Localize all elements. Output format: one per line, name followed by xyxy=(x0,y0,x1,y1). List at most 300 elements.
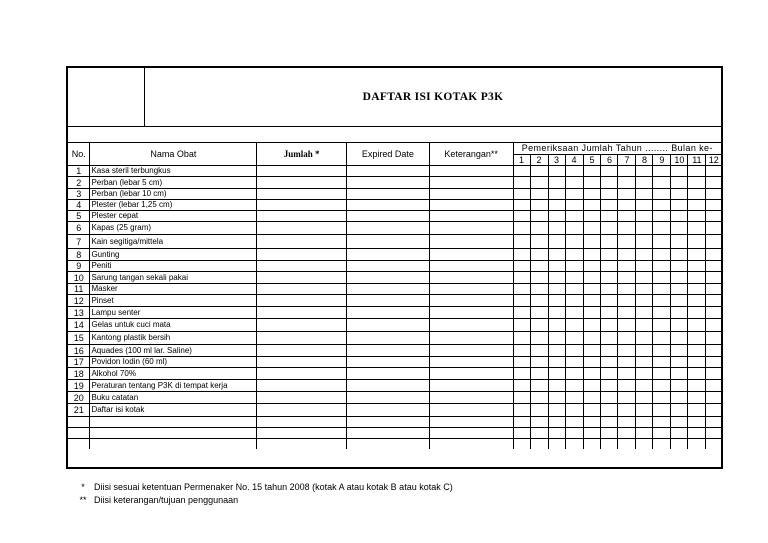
month-check-cell[interactable] xyxy=(653,235,671,249)
month-check-cell[interactable] xyxy=(601,392,618,404)
month-check-cell[interactable] xyxy=(548,211,565,222)
jumlah-cell[interactable] xyxy=(257,235,347,249)
expired-date-cell[interactable] xyxy=(346,249,429,261)
month-check-cell[interactable] xyxy=(513,272,530,284)
keterangan-cell[interactable] xyxy=(429,295,513,307)
month-check-cell[interactable] xyxy=(618,235,636,249)
expired-date-cell[interactable] xyxy=(346,428,429,439)
month-check-cell[interactable] xyxy=(583,439,601,450)
month-check-cell[interactable] xyxy=(653,200,671,211)
month-check-cell[interactable] xyxy=(671,392,688,404)
month-check-cell[interactable] xyxy=(653,368,671,380)
month-check-cell[interactable] xyxy=(583,284,601,295)
month-check-cell[interactable] xyxy=(636,439,653,450)
keterangan-cell[interactable] xyxy=(429,189,513,200)
month-check-cell[interactable] xyxy=(565,307,583,319)
month-check-cell[interactable] xyxy=(583,295,601,307)
month-check-cell[interactable] xyxy=(601,249,618,261)
month-check-cell[interactable] xyxy=(601,417,618,428)
month-check-cell[interactable] xyxy=(530,295,548,307)
month-check-cell[interactable] xyxy=(565,284,583,295)
month-check-cell[interactable] xyxy=(513,177,530,189)
month-check-cell[interactable] xyxy=(688,332,706,345)
month-check-cell[interactable] xyxy=(513,189,530,200)
month-check-cell[interactable] xyxy=(688,272,706,284)
expired-date-cell[interactable] xyxy=(346,319,429,332)
month-check-cell[interactable] xyxy=(688,200,706,211)
month-check-cell[interactable] xyxy=(513,295,530,307)
month-check-cell[interactable] xyxy=(530,392,548,404)
expired-date-cell[interactable] xyxy=(346,261,429,272)
month-check-cell[interactable] xyxy=(530,404,548,417)
month-check-cell[interactable] xyxy=(530,345,548,357)
month-check-cell[interactable] xyxy=(513,307,530,319)
jumlah-cell[interactable] xyxy=(257,428,347,439)
month-check-cell[interactable] xyxy=(636,177,653,189)
month-check-cell[interactable] xyxy=(530,319,548,332)
month-check-cell[interactable] xyxy=(565,319,583,332)
month-check-cell[interactable] xyxy=(513,392,530,404)
month-check-cell[interactable] xyxy=(671,235,688,249)
month-check-cell[interactable] xyxy=(548,261,565,272)
month-check-cell[interactable] xyxy=(671,249,688,261)
expired-date-cell[interactable] xyxy=(346,189,429,200)
month-check-cell[interactable] xyxy=(688,428,706,439)
month-check-cell[interactable] xyxy=(583,345,601,357)
keterangan-cell[interactable] xyxy=(429,417,513,428)
month-check-cell[interactable] xyxy=(688,392,706,404)
month-check-cell[interactable] xyxy=(636,249,653,261)
month-check-cell[interactable] xyxy=(601,428,618,439)
month-check-cell[interactable] xyxy=(653,211,671,222)
month-check-cell[interactable] xyxy=(671,307,688,319)
month-check-cell[interactable] xyxy=(706,332,721,345)
month-check-cell[interactable] xyxy=(583,332,601,345)
month-check-cell[interactable] xyxy=(565,211,583,222)
month-check-cell[interactable] xyxy=(688,404,706,417)
month-check-cell[interactable] xyxy=(530,380,548,392)
month-check-cell[interactable] xyxy=(618,332,636,345)
month-check-cell[interactable] xyxy=(548,284,565,295)
month-check-cell[interactable] xyxy=(548,249,565,261)
month-check-cell[interactable] xyxy=(706,345,721,357)
month-check-cell[interactable] xyxy=(618,249,636,261)
month-check-cell[interactable] xyxy=(688,284,706,295)
month-check-cell[interactable] xyxy=(530,200,548,211)
month-check-cell[interactable] xyxy=(636,357,653,368)
month-check-cell[interactable] xyxy=(636,404,653,417)
month-check-cell[interactable] xyxy=(671,166,688,177)
month-check-cell[interactable] xyxy=(688,189,706,200)
expired-date-cell[interactable] xyxy=(346,211,429,222)
month-check-cell[interactable] xyxy=(671,211,688,222)
month-check-cell[interactable] xyxy=(513,200,530,211)
month-check-cell[interactable] xyxy=(513,222,530,235)
month-check-cell[interactable] xyxy=(530,261,548,272)
month-check-cell[interactable] xyxy=(688,249,706,261)
month-check-cell[interactable] xyxy=(706,392,721,404)
month-check-cell[interactable] xyxy=(653,345,671,357)
month-check-cell[interactable] xyxy=(636,392,653,404)
month-check-cell[interactable] xyxy=(601,307,618,319)
month-check-cell[interactable] xyxy=(583,417,601,428)
expired-date-cell[interactable] xyxy=(346,417,429,428)
month-check-cell[interactable] xyxy=(548,417,565,428)
month-check-cell[interactable] xyxy=(601,200,618,211)
month-check-cell[interactable] xyxy=(548,272,565,284)
jumlah-cell[interactable] xyxy=(257,284,347,295)
jumlah-cell[interactable] xyxy=(257,417,347,428)
month-check-cell[interactable] xyxy=(618,345,636,357)
month-check-cell[interactable] xyxy=(601,272,618,284)
month-check-cell[interactable] xyxy=(671,200,688,211)
month-check-cell[interactable] xyxy=(583,211,601,222)
month-check-cell[interactable] xyxy=(548,200,565,211)
expired-date-cell[interactable] xyxy=(346,166,429,177)
month-check-cell[interactable] xyxy=(706,428,721,439)
month-check-cell[interactable] xyxy=(583,189,601,200)
month-check-cell[interactable] xyxy=(653,261,671,272)
month-check-cell[interactable] xyxy=(653,166,671,177)
month-check-cell[interactable] xyxy=(706,295,721,307)
jumlah-cell[interactable] xyxy=(257,200,347,211)
month-check-cell[interactable] xyxy=(530,357,548,368)
month-check-cell[interactable] xyxy=(583,200,601,211)
month-check-cell[interactable] xyxy=(653,428,671,439)
month-check-cell[interactable] xyxy=(671,417,688,428)
expired-date-cell[interactable] xyxy=(346,345,429,357)
month-check-cell[interactable] xyxy=(653,319,671,332)
month-check-cell[interactable] xyxy=(671,177,688,189)
month-check-cell[interactable] xyxy=(618,404,636,417)
month-check-cell[interactable] xyxy=(513,380,530,392)
month-check-cell[interactable] xyxy=(706,272,721,284)
month-check-cell[interactable] xyxy=(548,392,565,404)
month-check-cell[interactable] xyxy=(565,222,583,235)
month-check-cell[interactable] xyxy=(530,417,548,428)
expired-date-cell[interactable] xyxy=(346,222,429,235)
month-check-cell[interactable] xyxy=(636,332,653,345)
month-check-cell[interactable] xyxy=(618,177,636,189)
month-check-cell[interactable] xyxy=(706,439,721,450)
month-check-cell[interactable] xyxy=(548,295,565,307)
month-check-cell[interactable] xyxy=(671,272,688,284)
month-check-cell[interactable] xyxy=(530,211,548,222)
month-check-cell[interactable] xyxy=(513,235,530,249)
month-check-cell[interactable] xyxy=(618,222,636,235)
month-check-cell[interactable] xyxy=(688,307,706,319)
month-check-cell[interactable] xyxy=(601,357,618,368)
month-check-cell[interactable] xyxy=(618,166,636,177)
month-check-cell[interactable] xyxy=(671,295,688,307)
expired-date-cell[interactable] xyxy=(346,177,429,189)
month-check-cell[interactable] xyxy=(583,319,601,332)
month-check-cell[interactable] xyxy=(671,404,688,417)
keterangan-cell[interactable] xyxy=(429,200,513,211)
month-check-cell[interactable] xyxy=(565,249,583,261)
month-check-cell[interactable] xyxy=(565,166,583,177)
month-check-cell[interactable] xyxy=(583,357,601,368)
jumlah-cell[interactable] xyxy=(257,177,347,189)
month-check-cell[interactable] xyxy=(706,166,721,177)
month-check-cell[interactable] xyxy=(688,177,706,189)
keterangan-cell[interactable] xyxy=(429,345,513,357)
month-check-cell[interactable] xyxy=(618,368,636,380)
month-check-cell[interactable] xyxy=(548,166,565,177)
month-check-cell[interactable] xyxy=(530,166,548,177)
expired-date-cell[interactable] xyxy=(346,307,429,319)
jumlah-cell[interactable] xyxy=(257,307,347,319)
month-check-cell[interactable] xyxy=(601,222,618,235)
month-check-cell[interactable] xyxy=(706,189,721,200)
keterangan-cell[interactable] xyxy=(429,284,513,295)
month-check-cell[interactable] xyxy=(636,189,653,200)
jumlah-cell[interactable] xyxy=(257,332,347,345)
month-check-cell[interactable] xyxy=(706,200,721,211)
month-check-cell[interactable] xyxy=(706,404,721,417)
month-check-cell[interactable] xyxy=(653,249,671,261)
month-check-cell[interactable] xyxy=(618,307,636,319)
expired-date-cell[interactable] xyxy=(346,404,429,417)
month-check-cell[interactable] xyxy=(565,295,583,307)
month-check-cell[interactable] xyxy=(688,439,706,450)
jumlah-cell[interactable] xyxy=(257,357,347,368)
keterangan-cell[interactable] xyxy=(429,319,513,332)
keterangan-cell[interactable] xyxy=(429,428,513,439)
month-check-cell[interactable] xyxy=(601,235,618,249)
month-check-cell[interactable] xyxy=(565,428,583,439)
month-check-cell[interactable] xyxy=(688,211,706,222)
keterangan-cell[interactable] xyxy=(429,272,513,284)
month-check-cell[interactable] xyxy=(706,222,721,235)
month-check-cell[interactable] xyxy=(601,404,618,417)
keterangan-cell[interactable] xyxy=(429,332,513,345)
month-check-cell[interactable] xyxy=(671,345,688,357)
month-check-cell[interactable] xyxy=(618,200,636,211)
month-check-cell[interactable] xyxy=(601,295,618,307)
month-check-cell[interactable] xyxy=(530,177,548,189)
month-check-cell[interactable] xyxy=(548,404,565,417)
month-check-cell[interactable] xyxy=(688,235,706,249)
month-check-cell[interactable] xyxy=(653,222,671,235)
month-check-cell[interactable] xyxy=(548,319,565,332)
month-check-cell[interactable] xyxy=(636,417,653,428)
month-check-cell[interactable] xyxy=(565,357,583,368)
month-check-cell[interactable] xyxy=(601,319,618,332)
month-check-cell[interactable] xyxy=(548,439,565,450)
month-check-cell[interactable] xyxy=(653,417,671,428)
month-check-cell[interactable] xyxy=(548,345,565,357)
keterangan-cell[interactable] xyxy=(429,439,513,450)
month-check-cell[interactable] xyxy=(565,368,583,380)
month-check-cell[interactable] xyxy=(565,200,583,211)
jumlah-cell[interactable] xyxy=(257,404,347,417)
month-check-cell[interactable] xyxy=(513,345,530,357)
month-check-cell[interactable] xyxy=(601,261,618,272)
month-check-cell[interactable] xyxy=(530,189,548,200)
month-check-cell[interactable] xyxy=(530,307,548,319)
month-check-cell[interactable] xyxy=(636,272,653,284)
month-check-cell[interactable] xyxy=(671,284,688,295)
month-check-cell[interactable] xyxy=(618,439,636,450)
month-check-cell[interactable] xyxy=(671,357,688,368)
month-check-cell[interactable] xyxy=(636,284,653,295)
month-check-cell[interactable] xyxy=(513,284,530,295)
month-check-cell[interactable] xyxy=(688,166,706,177)
month-check-cell[interactable] xyxy=(636,428,653,439)
month-check-cell[interactable] xyxy=(671,439,688,450)
month-check-cell[interactable] xyxy=(583,177,601,189)
month-check-cell[interactable] xyxy=(565,404,583,417)
month-check-cell[interactable] xyxy=(565,392,583,404)
month-check-cell[interactable] xyxy=(513,249,530,261)
month-check-cell[interactable] xyxy=(565,235,583,249)
keterangan-cell[interactable] xyxy=(429,222,513,235)
month-check-cell[interactable] xyxy=(671,261,688,272)
month-check-cell[interactable] xyxy=(618,428,636,439)
month-check-cell[interactable] xyxy=(688,295,706,307)
month-check-cell[interactable] xyxy=(513,368,530,380)
expired-date-cell[interactable] xyxy=(346,439,429,450)
jumlah-cell[interactable] xyxy=(257,439,347,450)
keterangan-cell[interactable] xyxy=(429,357,513,368)
month-check-cell[interactable] xyxy=(618,211,636,222)
expired-date-cell[interactable] xyxy=(346,284,429,295)
month-check-cell[interactable] xyxy=(618,189,636,200)
month-check-cell[interactable] xyxy=(618,295,636,307)
expired-date-cell[interactable] xyxy=(346,332,429,345)
month-check-cell[interactable] xyxy=(653,392,671,404)
keterangan-cell[interactable] xyxy=(429,380,513,392)
jumlah-cell[interactable] xyxy=(257,249,347,261)
month-check-cell[interactable] xyxy=(530,235,548,249)
jumlah-cell[interactable] xyxy=(257,380,347,392)
jumlah-cell[interactable] xyxy=(257,211,347,222)
month-check-cell[interactable] xyxy=(548,428,565,439)
month-check-cell[interactable] xyxy=(653,332,671,345)
month-check-cell[interactable] xyxy=(601,332,618,345)
month-check-cell[interactable] xyxy=(706,177,721,189)
month-check-cell[interactable] xyxy=(548,357,565,368)
month-check-cell[interactable] xyxy=(706,357,721,368)
month-check-cell[interactable] xyxy=(653,177,671,189)
month-check-cell[interactable] xyxy=(548,332,565,345)
month-check-cell[interactable] xyxy=(636,222,653,235)
keterangan-cell[interactable] xyxy=(429,368,513,380)
month-check-cell[interactable] xyxy=(653,357,671,368)
month-check-cell[interactable] xyxy=(601,284,618,295)
month-check-cell[interactable] xyxy=(653,307,671,319)
jumlah-cell[interactable] xyxy=(257,368,347,380)
month-check-cell[interactable] xyxy=(636,235,653,249)
keterangan-cell[interactable] xyxy=(429,211,513,222)
month-check-cell[interactable] xyxy=(601,439,618,450)
month-check-cell[interactable] xyxy=(653,189,671,200)
month-check-cell[interactable] xyxy=(513,211,530,222)
month-check-cell[interactable] xyxy=(548,189,565,200)
month-check-cell[interactable] xyxy=(548,235,565,249)
expired-date-cell[interactable] xyxy=(346,235,429,249)
month-check-cell[interactable] xyxy=(688,261,706,272)
month-check-cell[interactable] xyxy=(618,357,636,368)
month-check-cell[interactable] xyxy=(618,392,636,404)
month-check-cell[interactable] xyxy=(565,261,583,272)
month-check-cell[interactable] xyxy=(706,249,721,261)
month-check-cell[interactable] xyxy=(636,307,653,319)
month-check-cell[interactable] xyxy=(671,368,688,380)
month-check-cell[interactable] xyxy=(601,177,618,189)
month-check-cell[interactable] xyxy=(601,189,618,200)
jumlah-cell[interactable] xyxy=(257,392,347,404)
month-check-cell[interactable] xyxy=(583,222,601,235)
month-check-cell[interactable] xyxy=(653,404,671,417)
jumlah-cell[interactable] xyxy=(257,166,347,177)
month-check-cell[interactable] xyxy=(671,332,688,345)
month-check-cell[interactable] xyxy=(601,368,618,380)
month-check-cell[interactable] xyxy=(636,200,653,211)
keterangan-cell[interactable] xyxy=(429,404,513,417)
month-check-cell[interactable] xyxy=(530,439,548,450)
month-check-cell[interactable] xyxy=(636,368,653,380)
keterangan-cell[interactable] xyxy=(429,166,513,177)
month-check-cell[interactable] xyxy=(618,261,636,272)
month-check-cell[interactable] xyxy=(583,272,601,284)
month-check-cell[interactable] xyxy=(688,417,706,428)
month-check-cell[interactable] xyxy=(618,417,636,428)
month-check-cell[interactable] xyxy=(583,392,601,404)
month-check-cell[interactable] xyxy=(601,211,618,222)
month-check-cell[interactable] xyxy=(653,272,671,284)
month-check-cell[interactable] xyxy=(706,284,721,295)
month-check-cell[interactable] xyxy=(530,272,548,284)
month-check-cell[interactable] xyxy=(688,368,706,380)
month-check-cell[interactable] xyxy=(636,261,653,272)
month-check-cell[interactable] xyxy=(671,428,688,439)
month-check-cell[interactable] xyxy=(636,319,653,332)
month-check-cell[interactable] xyxy=(618,380,636,392)
jumlah-cell[interactable] xyxy=(257,319,347,332)
month-check-cell[interactable] xyxy=(688,345,706,357)
keterangan-cell[interactable] xyxy=(429,307,513,319)
month-check-cell[interactable] xyxy=(653,380,671,392)
month-check-cell[interactable] xyxy=(565,272,583,284)
month-check-cell[interactable] xyxy=(548,222,565,235)
expired-date-cell[interactable] xyxy=(346,392,429,404)
month-check-cell[interactable] xyxy=(688,380,706,392)
month-check-cell[interactable] xyxy=(530,284,548,295)
month-check-cell[interactable] xyxy=(618,284,636,295)
month-check-cell[interactable] xyxy=(565,177,583,189)
jumlah-cell[interactable] xyxy=(257,261,347,272)
month-check-cell[interactable] xyxy=(636,345,653,357)
month-check-cell[interactable] xyxy=(583,249,601,261)
month-check-cell[interactable] xyxy=(706,368,721,380)
month-check-cell[interactable] xyxy=(671,189,688,200)
month-check-cell[interactable] xyxy=(548,368,565,380)
month-check-cell[interactable] xyxy=(548,380,565,392)
month-check-cell[interactable] xyxy=(636,380,653,392)
month-check-cell[interactable] xyxy=(513,439,530,450)
month-check-cell[interactable] xyxy=(583,235,601,249)
month-check-cell[interactable] xyxy=(706,261,721,272)
month-check-cell[interactable] xyxy=(513,428,530,439)
expired-date-cell[interactable] xyxy=(346,200,429,211)
month-check-cell[interactable] xyxy=(513,332,530,345)
month-check-cell[interactable] xyxy=(565,345,583,357)
month-check-cell[interactable] xyxy=(653,295,671,307)
month-check-cell[interactable] xyxy=(583,428,601,439)
month-check-cell[interactable] xyxy=(583,307,601,319)
